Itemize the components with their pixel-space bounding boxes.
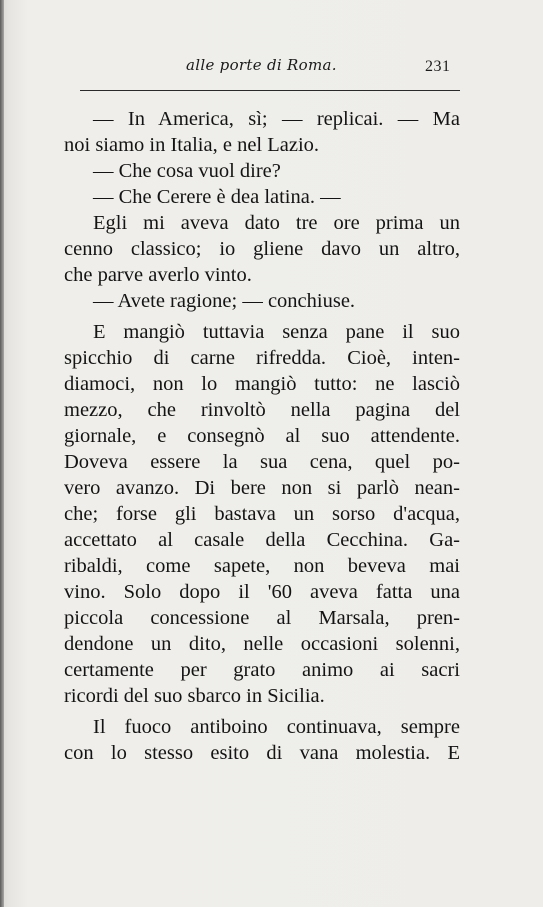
running-title: alle porte di Roma. <box>186 56 337 74</box>
text-line: cenno classico; io gliene davo un altro, <box>64 238 460 260</box>
text-line: spicchio di carne rifredda. Cioè, inten- <box>64 347 460 369</box>
text-line: Il fuoco antiboino continuava, sempre <box>93 716 460 738</box>
text-line: — Avete ragione; — conchiuse. <box>93 290 356 312</box>
text-line: ribaldi, come sapete, non beveva mai <box>64 555 460 577</box>
text-line: dendone un dito, nelle occasioni solenni, <box>64 633 460 655</box>
text-line: vero avanzo. Di bere non si parlò nean- <box>64 477 460 499</box>
text-line: che; forse gli bastava un sorso d'acqua, <box>64 503 460 525</box>
text-line: ricordi del suo sbarco in Sicilia. <box>64 685 325 707</box>
header-rule <box>80 90 460 91</box>
text-line: mezzo, che rinvoltò nella pagina del <box>64 399 460 421</box>
text-line: Doveva essere la sua cena, quel po- <box>64 451 460 473</box>
page-spine-shadow <box>0 0 4 907</box>
text-line: certamente per grato animo ai sacri <box>64 659 460 681</box>
text-line: vino. Solo dopo il '60 aveva fatta una <box>64 581 460 603</box>
text-line: accettato al casale della Cecchina. Ga- <box>64 529 460 551</box>
body-text <box>64 106 460 766</box>
text-line: noi siamo in Italia, e nel Lazio. <box>64 134 320 156</box>
text-line: E mangiò tuttavia senza pane il suo <box>93 321 460 343</box>
page-number: 231 <box>425 58 451 75</box>
text-line: Egli mi aveva dato tre ore prima un <box>93 212 460 234</box>
text-line: — In America, sì; — replicai. — Ma <box>93 108 460 130</box>
text-line: diamoci, non lo mangiò tutto: ne lasciò <box>64 373 460 395</box>
text-line: che parve averlo vinto. <box>64 264 252 286</box>
text-line: — Che Cerere è dea latina. — <box>93 186 341 208</box>
text-line: piccola concessione al Marsala, pren- <box>64 607 460 629</box>
text-line: — Che cosa vuol dire? <box>93 160 281 182</box>
text-line: giornale, e consegnò al suo attendente. <box>64 425 460 447</box>
text-line: con lo stesso esito di vana molestia. E <box>64 742 460 764</box>
